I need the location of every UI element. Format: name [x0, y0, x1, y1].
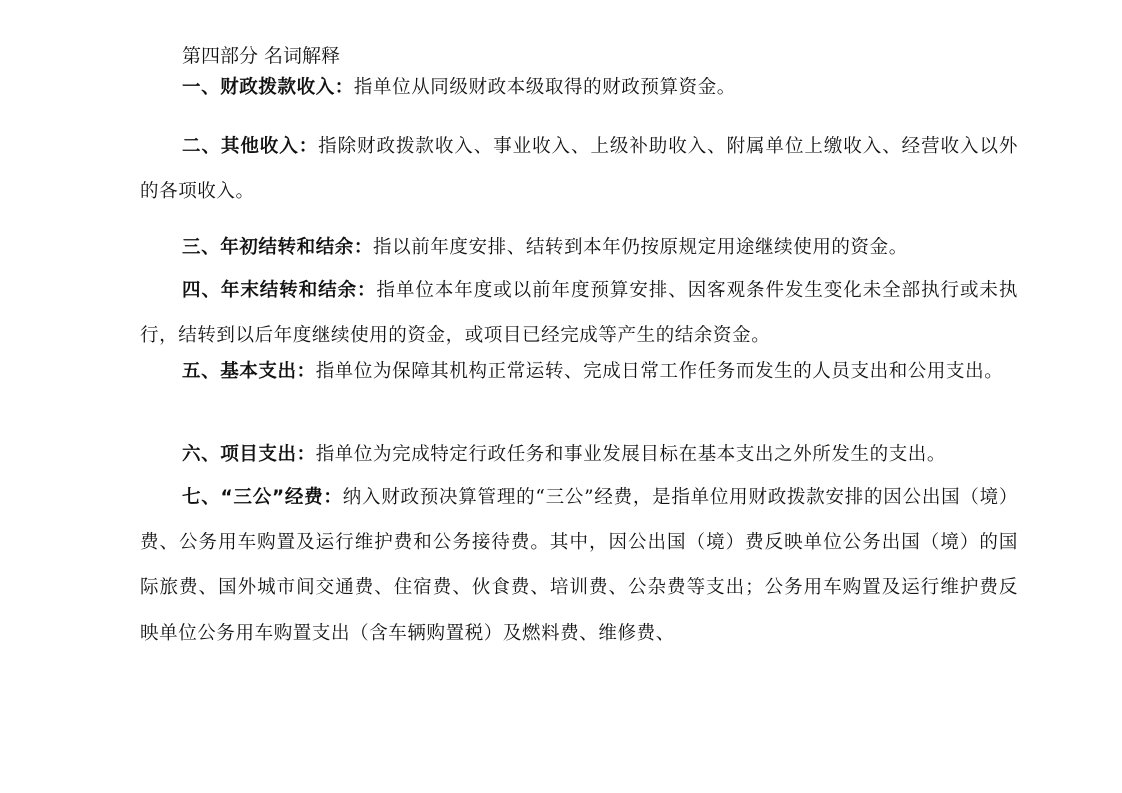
term-definition: 指除财政拨款收入、事业收入、上级补助收入、附属单位上缴收入、经营收入以外的各项收入。 [140, 136, 1018, 203]
section-title: 第四部分 名词解释 [182, 45, 341, 67]
term-definition: 纳入财政预决算管理的“三公”经费，是指单位用财政拨款安排的因公出国（境）费、公务用车购置及运行维护费和公务接待费。其中，因公出国（境）费反映单位公务出国（境）的国际旅费、国外城市间交通费、住宿费、伙食费、培训费、公杂费等支出；公务用车购置及运行维护费反映单位公务用车购置支出（含车辆购置税）及燃料费、维修费、 [140, 487, 1018, 644]
term-label: 六、项目支出： [182, 444, 316, 465]
term-paragraph-7 [140, 475, 1018, 656]
term-paragraph-1 [140, 65, 1018, 110]
term-paragraph-2 [140, 124, 1018, 214]
term-label: 二、其他收入： [182, 136, 319, 157]
term-label: 五、基本支出： [182, 361, 316, 382]
term-paragraph-5 [140, 349, 1018, 394]
term-paragraph-6 [140, 432, 1018, 477]
term-label: 七、“三公”经费： [182, 487, 343, 508]
term-definition: 指单位从同级财政本级取得的财政预算资金。 [353, 77, 736, 98]
term-paragraph-3 [140, 225, 1018, 270]
term-definition: 指单位本年度或以前年度预算安排、因客观条件发生变化未全部执行或未执行，结转到以后年度继续使用的资金，或项目已经完成等产生的结余资金。 [140, 280, 1018, 347]
term-definition: 指以前年度安排、结转到本年仍按原规定用途继续使用的资金。 [373, 237, 908, 258]
term-label: 一、财政拨款收入： [182, 77, 354, 98]
term-definition: 指单位为保障其机构正常运转、完成日常工作任务而发生的人员支出和公用支出。 [315, 361, 1004, 382]
term-label: 三、年初结转和结余： [182, 237, 374, 258]
term-paragraph-4 [140, 268, 1018, 358]
term-definition: 指单位为完成特定行政任务和事业发展目标在基本支出之外所发生的支出。 [315, 444, 947, 465]
term-label: 四、年末结转和结余： [182, 280, 377, 301]
